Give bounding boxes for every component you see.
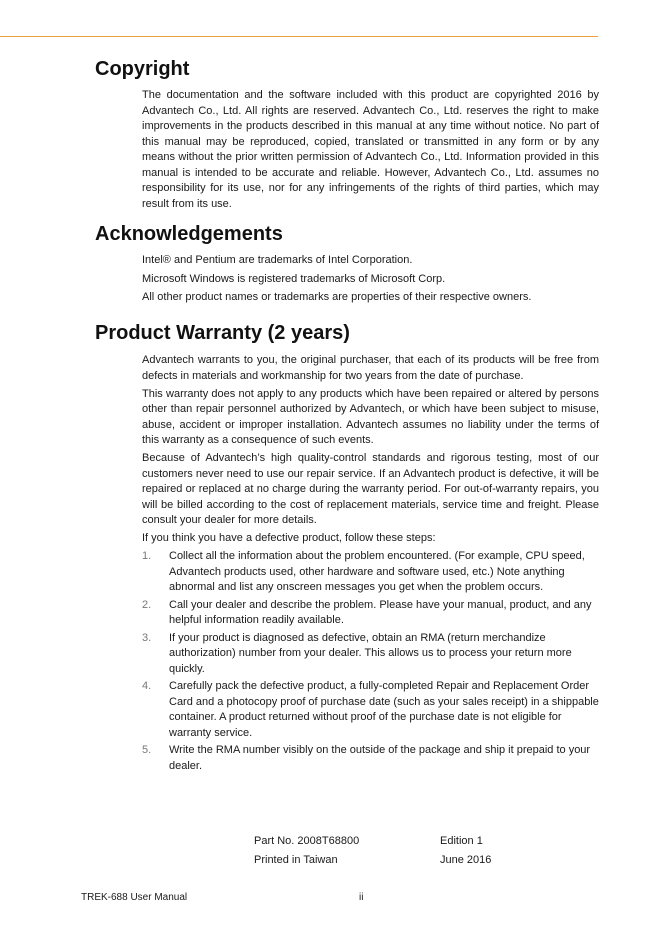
warranty-body xyxy=(142,353,599,776)
step-number: 1. xyxy=(142,550,152,562)
heading-warranty: Product Warranty (2 years) xyxy=(95,322,350,344)
warranty-steps xyxy=(142,549,599,774)
header-rule xyxy=(0,36,598,37)
warranty-paragraph: This warranty does not apply to any products which have been repaired or altered by persons other than repair personnel authorized by Advantech, or which have been subject to misuse, abuse, accident or improper installation. Advantech assumes no liability under the terms of this warranty as a consequence of such events. xyxy=(142,387,599,446)
warranty-paragraph: If you think you have a defective product, follow these steps: xyxy=(142,532,436,544)
printed-location: Printed in Taiwan xyxy=(254,854,338,866)
acknowledgements-body xyxy=(142,253,599,309)
step-item xyxy=(142,549,599,596)
part-number: Part No. 2008T68800 xyxy=(254,835,360,847)
step-number: 4. xyxy=(142,680,152,692)
step-text: Call your dealer and describe the problem. Please have your manual, product, and any helpful information readily available. xyxy=(169,598,592,626)
heading-acknowledgements: Acknowledgements xyxy=(95,223,283,245)
ack-line: Intel® and Pentium are trademarks of Intel Corporation. xyxy=(142,254,413,266)
footer-manual-title: TREK-688 User Manual xyxy=(81,892,188,903)
step-number: 5. xyxy=(142,744,152,756)
copyright-body xyxy=(142,88,599,215)
step-item xyxy=(142,631,599,678)
step-number: 3. xyxy=(142,631,152,644)
heading-copyright: Copyright xyxy=(95,58,190,80)
footer-page-number: ii xyxy=(359,892,364,903)
step-text: Collect all the information about the problem encountered. (For example, CPU speed, Advantech products used, other hardware and software used, etc.) Note anything abnormal and list any onscreen messages you get when the problem occurs. xyxy=(169,550,585,593)
step-number: 2. xyxy=(142,598,152,611)
step-text: Carefully pack the defective product, a fully-completed Repair and Replacement Order Card and a photocopy proof of purchase date (such as your sales receipt) in a shippable container. A product returned without proof of the purchase date is not eligible for warranty service. xyxy=(169,680,599,739)
edition: Edition 1 xyxy=(440,835,483,847)
ack-line: Microsoft Windows is registered trademarks of Microsoft Corp. xyxy=(142,272,446,285)
step-text: If your product is diagnosed as defective, obtain an RMA (return merchandize authorization) number from your dealer. This allows us to process your return more quickly. xyxy=(169,631,572,675)
step-text: Write the RMA number visibly on the outside of the package and ship it prepaid to your dealer. xyxy=(169,744,591,772)
step-item xyxy=(142,598,599,629)
ack-line: All other product names or trademarks are properties of their respective owners. xyxy=(142,291,532,303)
step-item xyxy=(142,679,599,741)
publication-date: June 2016 xyxy=(440,854,492,866)
warranty-paragraph: Because of Advantech’s high quality-control standards and rigorous testing, most of our customers never need to use our repair service. If an Advantech product is defective, it will be repaired or replaced at no charge during the warranty period. For out-of-warranty repairs, you will be billed according to the cost of replacement materials, service time and freight. Please consult your dealer for more details. xyxy=(142,452,599,526)
warranty-paragraph: Advantech warrants to you, the original purchaser, that each of its products will be free from defects in materials and workmanship for two years from the date of purchase. xyxy=(142,354,599,382)
step-item xyxy=(142,743,599,774)
copyright-paragraph: The documentation and the software included with this product are copyrighted 2016 by Advantech Co., Ltd. All rights are reserved. Advantech Co., Ltd. reserves the right to make improvements in the products described in this manual at any time without notice. No part of this manual may be reproduced, copied, translated or transmitted in any form or by any means without the prior written permission of Advantech Co., Ltd. Information provided in this manual is intended to be accurate and reliable. However, Advantech Co., Ltd. assumes no responsibility for its use, nor for any infringements of the rights of third parties, which may result from its use. xyxy=(142,89,599,210)
